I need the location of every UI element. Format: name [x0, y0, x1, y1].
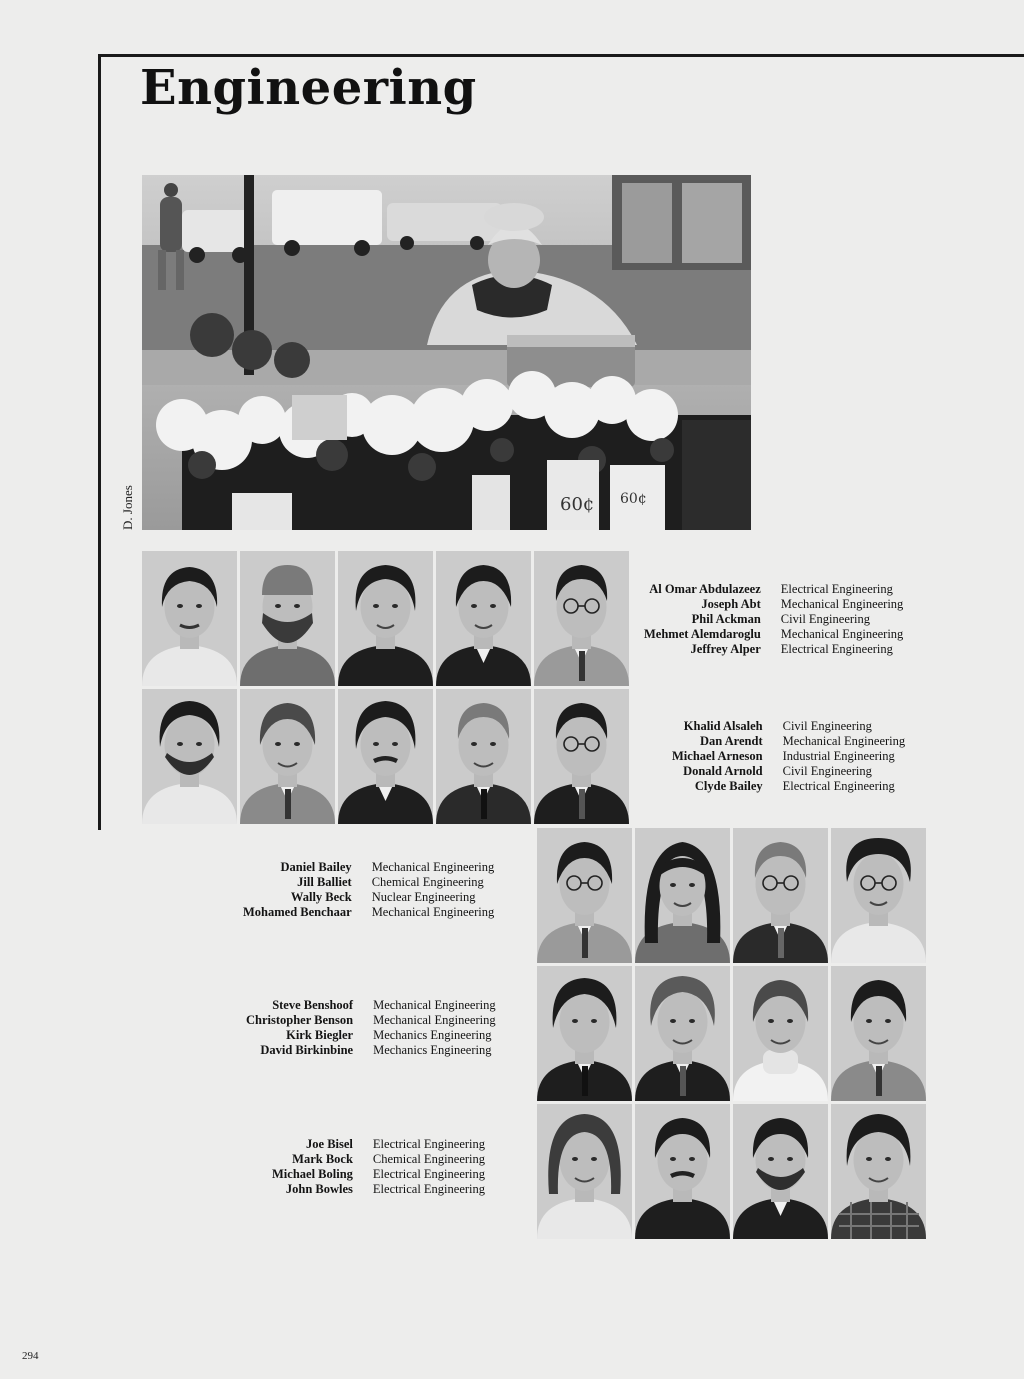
student-name: Clyde Bailey [694, 779, 763, 793]
student-name: Michael Boling [272, 1167, 353, 1181]
student-name: Mehmet Alemdaroglu [644, 627, 761, 641]
student-major: Civil Engineering [782, 764, 872, 778]
student-major: Industrial Engineering [782, 749, 895, 763]
student-name: David Birkinbine [260, 1043, 354, 1057]
photo-credit: D. Jones [120, 485, 135, 530]
roster-block-4 [246, 998, 496, 1058]
student-major: Mechanics Engineering [373, 1043, 492, 1057]
student-name: Christopher Benson [246, 1013, 354, 1027]
portrait-photo [733, 828, 828, 963]
portrait-photo [635, 828, 730, 963]
student-name: Steve Benshoof [272, 998, 354, 1012]
student-name: Kirk Biegler [286, 1028, 354, 1042]
student-name: Joseph Abt [701, 597, 761, 611]
student-name: Donald Arnold [683, 764, 763, 778]
student-major: Mechanical Engineering [371, 860, 495, 874]
student-major: Mechanical Engineering [782, 734, 906, 748]
roster-block-3 [243, 860, 494, 920]
price-sign-1: 60¢ [560, 494, 595, 515]
roster-block-2 [672, 719, 905, 794]
student-major: Electrical Engineering [782, 779, 895, 793]
student-major: Mechanical Engineering [780, 627, 904, 641]
portrait-photo [142, 689, 237, 824]
portrait-photo [635, 1104, 730, 1239]
student-name: Daniel Bailey [280, 860, 352, 874]
student-name: Mohamed Benchaar [243, 905, 352, 919]
portrait-photo [537, 828, 632, 963]
portrait-photo [635, 966, 730, 1101]
student-name: Phil Ackman [691, 612, 761, 626]
portrait-photo [733, 966, 828, 1101]
student-major: Mechanical Engineering [373, 1013, 496, 1027]
page-number: 294 [22, 1350, 39, 1362]
student-major: Civil Engineering [780, 612, 871, 626]
portrait-photo [338, 689, 433, 824]
student-name: Joe Bisel [306, 1137, 353, 1151]
student-name: Michael Arneson [672, 749, 763, 763]
portrait-photo [436, 689, 531, 824]
portrait-photo [534, 551, 629, 686]
student-major: Mechanical Engineering [780, 597, 904, 611]
portrait-photo [240, 689, 335, 824]
portrait-grid-upper [142, 551, 629, 824]
price-sign-2: 60¢ [620, 491, 647, 507]
portrait-photo [240, 551, 335, 686]
portrait-photo [733, 1104, 828, 1239]
roster-block-1 [644, 582, 903, 657]
portrait-photo [142, 551, 237, 686]
roster-block-5 [272, 1137, 485, 1197]
flower-vendor-photo [142, 175, 751, 530]
portrait-photo [831, 828, 926, 963]
student-major: Electrical Engineering [780, 582, 893, 596]
student-major: Nuclear Engineering [371, 890, 476, 904]
student-major: Chemical Engineering [372, 1152, 486, 1166]
student-major: Electrical Engineering [372, 1182, 486, 1196]
portrait-grid-lower [537, 828, 926, 1239]
student-major: Civil Engineering [782, 719, 872, 733]
student-name: Mark Bock [292, 1152, 353, 1166]
student-name: Al Omar Abdulazeez [649, 582, 761, 596]
student-name: Dan Arendt [699, 734, 763, 748]
student-major: Mechanical Engineering [373, 998, 496, 1012]
portrait-photo [338, 551, 433, 686]
page-title: Engineering [140, 60, 477, 116]
portrait-photo [537, 966, 632, 1101]
portrait-photo [534, 689, 629, 824]
portrait-photo [537, 1104, 632, 1239]
student-major: Electrical Engineering [780, 642, 893, 656]
student-major: Mechanical Engineering [371, 905, 495, 919]
student-name: Jeffrey Alper [690, 642, 761, 656]
student-name: John Bowles [285, 1182, 353, 1196]
student-major: Electrical Engineering [372, 1137, 486, 1151]
student-major: Chemical Engineering [371, 875, 484, 889]
student-name: Khalid Alsaleh [683, 719, 763, 733]
student-name: Jill Balliet [297, 875, 352, 889]
portrait-photo [831, 1104, 926, 1239]
student-major: Electrical Engineering [372, 1167, 486, 1181]
portrait-photo [831, 966, 926, 1101]
frame-left-rule [98, 54, 101, 830]
portrait-photo [436, 551, 531, 686]
student-name: Wally Beck [290, 890, 352, 904]
student-major: Mechanics Engineering [373, 1028, 492, 1042]
frame-top-rule [98, 54, 1024, 57]
